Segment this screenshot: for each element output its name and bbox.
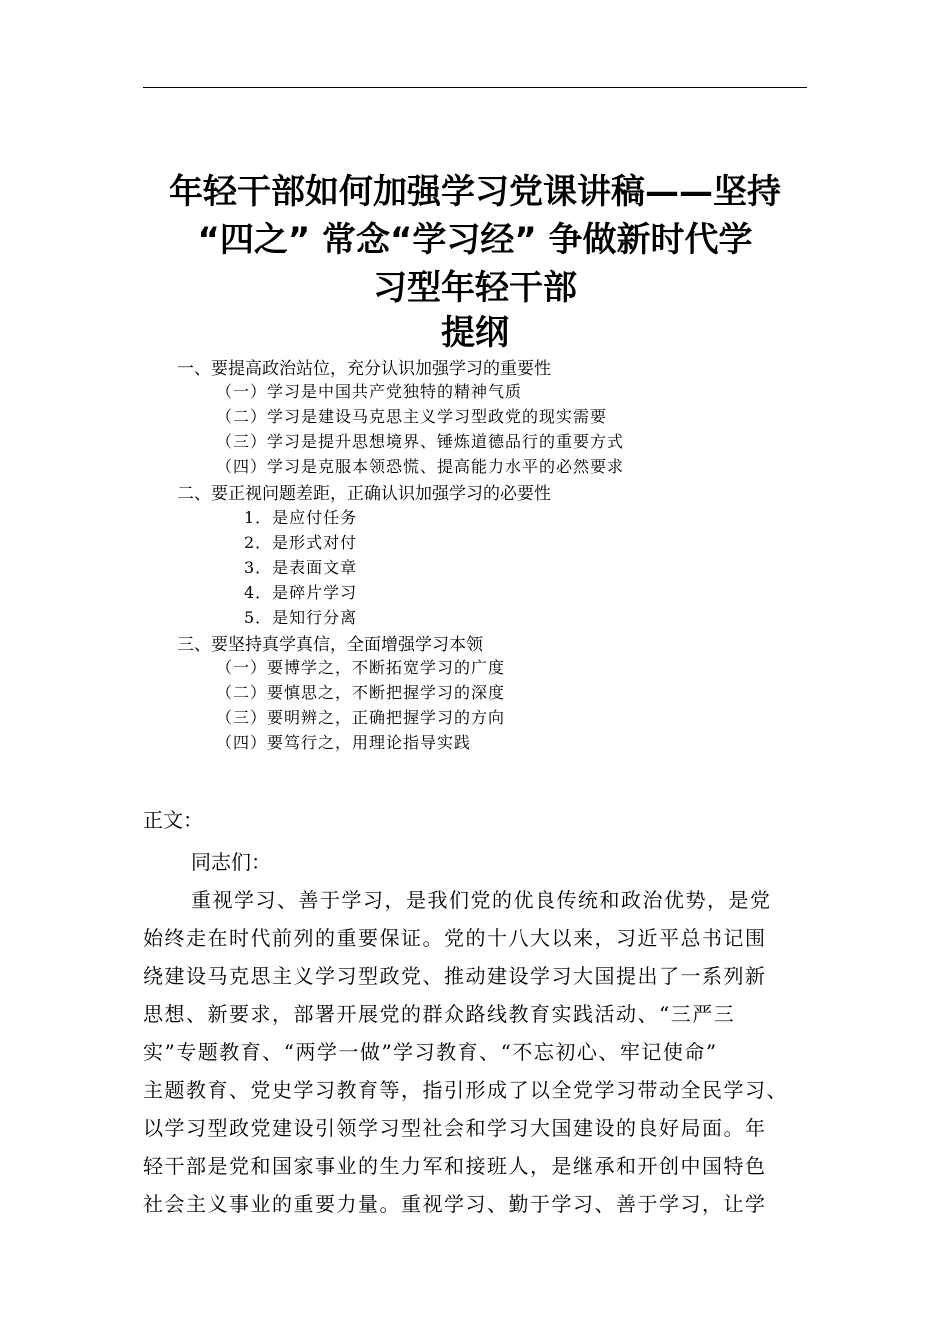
document-title [143, 168, 807, 312]
paragraph-line: 主题教育、党史学习教育等，指引形成了以全党学习带动全民学习、 [143, 1078, 788, 1102]
greeting: 同志们： [191, 850, 271, 874]
outline-item: （二）要慎思之，不断把握学习的深度 [216, 683, 506, 702]
paragraph-line: 轻干部是党和国家事业的生力军和接班人，是继承和开创中国特色 [143, 1154, 767, 1178]
outline-item: （二）学习是建设马克思主义学习型政党的现实需要 [216, 407, 608, 426]
outline-item: 3．是表面文章 [244, 558, 358, 577]
outline-item: （三）学习是提升思想境界、锤炼道德品行的重要方式 [216, 432, 625, 451]
title-line: 年轻干部如何加强学习党课讲稿——坚持 [169, 172, 781, 212]
outline-item: （一）学习是中国共产党独特的精神气质 [216, 382, 523, 401]
paragraph-line: 重视学习、善于学习，是我们党的优良传统和政治优势，是党 [191, 888, 772, 912]
outline-item: （四）要笃行之，用理论指导实践 [216, 733, 472, 752]
outline-item: 2．是形式对付 [244, 533, 358, 552]
outline-item: （四）学习是克服本领恐慌、提高能力水平的必然要求 [216, 457, 625, 476]
outline-item: 5．是知行分离 [244, 608, 358, 627]
paragraph-line: 思想、新要求，部署开展党的群众路线教育实践活动、“三严三 [143, 1002, 736, 1026]
title-line: “四之” 常念“学习经” 争做新时代学 [197, 220, 753, 260]
outline-item: （三）要明辨之，正确把握学习的方向 [216, 708, 506, 727]
title-line: 习型年轻干部 [373, 268, 577, 308]
outline-item: 4．是碎片学习 [244, 583, 358, 602]
paragraph-line: 以学习型政党建设引领学习型社会和学习大国建设的良好局面。年 [143, 1116, 767, 1140]
paragraph-line: 社会主义事业的重要力量。重视学习、勤于学习、善于学习，让学 [143, 1192, 767, 1216]
header-rule [143, 87, 807, 88]
paragraph-line: 实”专题教育、“两学一做”学习教育、“不忘初心、牢记使命” [143, 1040, 718, 1064]
outline-section-heading: 三、要坚持真学真信，全面增强学习本领 [177, 635, 483, 655]
paragraph-line: 绕建设马克思主义学习型政党、推动建设学习大国提出了一系列新 [143, 964, 767, 988]
body-label: 正文： [143, 808, 203, 832]
paragraph-line: 始终走在时代前列的重要保证。党的十八大以来，习近平总书记围 [143, 926, 767, 950]
outline-heading: 提纲 [441, 313, 509, 353]
outline-section-heading: 一、要提高政治站位，充分认识加强学习的重要性 [177, 359, 551, 379]
outline-item: （一）要博学之，不断拓宽学习的广度 [216, 658, 506, 677]
outline-section-heading: 二、要正视问题差距，正确认识加强学习的必要性 [177, 484, 551, 504]
outline-item: 1．是应付任务 [244, 508, 358, 527]
